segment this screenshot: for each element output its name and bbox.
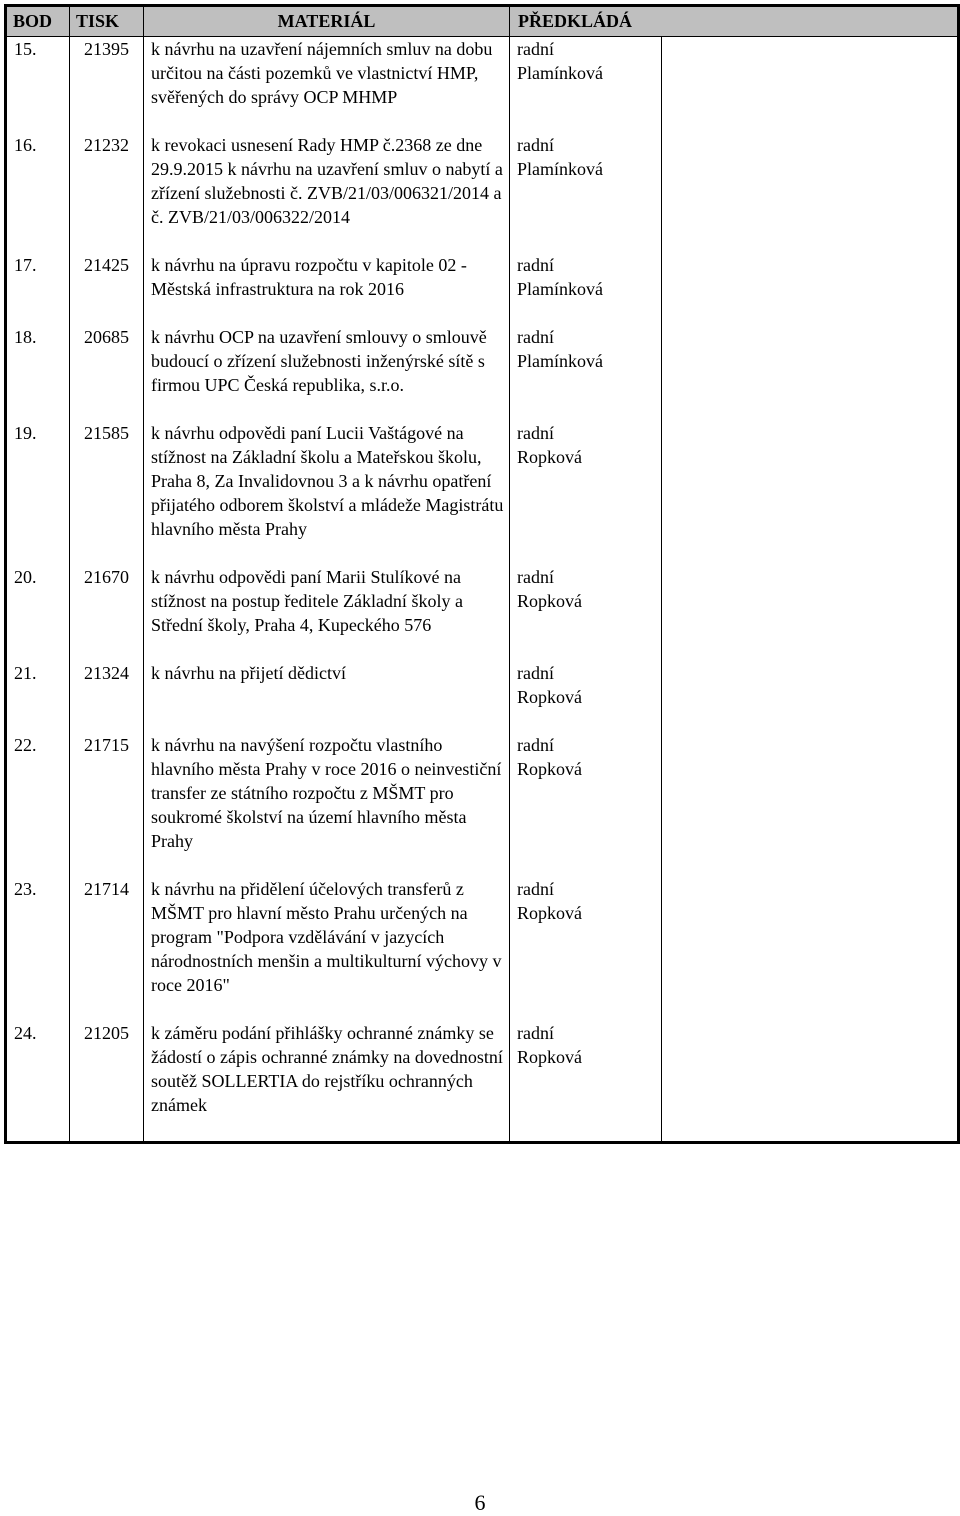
presenter-name: Ropková: [517, 687, 582, 707]
header-row: [6, 6, 959, 37]
presenter-name: Ropková: [517, 591, 582, 611]
cell-tisk: 21205: [70, 1021, 144, 1143]
agenda-table: [4, 4, 960, 1144]
cell-blank: [662, 253, 959, 325]
presenter-role: radní: [517, 879, 554, 899]
cell-bod: 21.: [6, 661, 70, 733]
presenter-role: radní: [517, 39, 554, 59]
table-row: [6, 877, 959, 1021]
header-bod: BOD: [6, 6, 70, 37]
header-tisk: TISK: [70, 6, 144, 37]
cell-blank: [662, 1021, 959, 1143]
cell-bod: 24.: [6, 1021, 70, 1143]
table-row: [6, 133, 959, 253]
cell-material: k revokaci usnesení Rady HMP č.2368 ze dne 29.9.2015 k návrhu na uzavření smluv o nabytí a zřízení služebnosti č. ZVB/21/03/006321/2014 a č. ZVB/21/03/006322/2014: [144, 133, 510, 253]
header-material: MATERIÁL: [144, 6, 510, 37]
cell-blank: [662, 421, 959, 565]
cell-bod: 16.: [6, 133, 70, 253]
cell-predklada: [510, 733, 662, 877]
cell-bod: 22.: [6, 733, 70, 877]
header-predklada: PŘEDKLÁDÁ: [510, 6, 959, 37]
cell-blank: [662, 877, 959, 1021]
cell-bod: 18.: [6, 325, 70, 421]
cell-predklada: [510, 421, 662, 565]
presenter-role: radní: [517, 735, 554, 755]
presenter-role: radní: [517, 663, 554, 683]
cell-tisk: 21585: [70, 421, 144, 565]
cell-material: k návrhu na uzavření nájemních smluv na dobu určitou na části pozemků ve vlastnictví HMP, svěřených do správy OCP MHMP: [144, 37, 510, 134]
cell-tisk: 21714: [70, 877, 144, 1021]
cell-bod: 17.: [6, 253, 70, 325]
presenter-name: Ropková: [517, 1047, 582, 1067]
cell-predklada: [510, 325, 662, 421]
cell-material: k návrhu odpovědi paní Lucii Vaštágové na stížnost na Základní školu a Mateřskou školu, Praha 8, Za Invalidovnou 3 a k návrhu opatření přijatého odborem školství a mládeže Magistrátu hlavního města Prahy: [144, 421, 510, 565]
cell-tisk: 21395: [70, 37, 144, 134]
presenter-role: radní: [517, 423, 554, 443]
presenter-name: Plamínková: [517, 63, 603, 83]
table-row: [6, 565, 959, 661]
presenter-role: radní: [517, 135, 554, 155]
cell-predklada: [510, 37, 662, 134]
presenter-role: radní: [517, 567, 554, 587]
cell-blank: [662, 37, 959, 134]
cell-predklada: [510, 253, 662, 325]
cell-tisk: 21715: [70, 733, 144, 877]
cell-predklada: [510, 565, 662, 661]
cell-material: k záměru podání přihlášky ochranné známky se žádostí o zápis ochranné známky na dovednostní soutěž SOLLERTIA do rejstříku ochranných známek: [144, 1021, 510, 1143]
agenda-body: [6, 37, 959, 1143]
cell-predklada: [510, 133, 662, 253]
cell-predklada: [510, 877, 662, 1021]
cell-bod: 20.: [6, 565, 70, 661]
cell-tisk: 20685: [70, 325, 144, 421]
cell-material: k návrhu na přidělení účelových transferů z MŠMT pro hlavní město Prahu určených na program "Podpora vzdělávání v jazycích národnostních menšin a multikulturní výchovy v roce 2016": [144, 877, 510, 1021]
table-row: [6, 325, 959, 421]
cell-material: k návrhu na přijetí dědictví: [144, 661, 510, 733]
cell-bod: 15.: [6, 37, 70, 134]
cell-material: k návrhu OCP na uzavření smlouvy o smlouvě budoucí o zřízení služebnosti inženýrské sítě s firmou UPC Česká republika, s.r.o.: [144, 325, 510, 421]
table-row: [6, 733, 959, 877]
table-row: [6, 661, 959, 733]
table-row: [6, 37, 959, 134]
presenter-role: radní: [517, 327, 554, 347]
presenter-name: Plamínková: [517, 351, 603, 371]
table-row: [6, 1021, 959, 1143]
cell-tisk: 21324: [70, 661, 144, 733]
presenter-role: radní: [517, 1023, 554, 1043]
cell-blank: [662, 661, 959, 733]
cell-material: k návrhu odpovědi paní Marii Stulíkové na stížnost na postup ředitele Základní školy a Střední školy, Praha 4, Kupeckého 576: [144, 565, 510, 661]
cell-tisk: 21232: [70, 133, 144, 253]
cell-tisk: 21425: [70, 253, 144, 325]
cell-bod: 19.: [6, 421, 70, 565]
cell-tisk: 21670: [70, 565, 144, 661]
presenter-role: radní: [517, 255, 554, 275]
cell-predklada: [510, 1021, 662, 1143]
presenter-name: Plamínková: [517, 279, 603, 299]
cell-blank: [662, 565, 959, 661]
cell-material: k návrhu na navýšení rozpočtu vlastního hlavního města Prahy v roce 2016 o neinvestiční transfer ze státního rozpočtu z MŠMT pro soukromé školství na území hlavního města Prahy: [144, 733, 510, 877]
cell-predklada: [510, 661, 662, 733]
table-row: [6, 253, 959, 325]
cell-blank: [662, 733, 959, 877]
table-row: [6, 421, 959, 565]
presenter-name: Ropková: [517, 903, 582, 923]
presenter-name: Ropková: [517, 447, 582, 467]
cell-bod: 23.: [6, 877, 70, 1021]
cell-material: k návrhu na úpravu rozpočtu v kapitole 02 - Městská infrastruktura na rok 2016: [144, 253, 510, 325]
presenter-name: Ropková: [517, 759, 582, 779]
presenter-name: Plamínková: [517, 159, 603, 179]
cell-blank: [662, 133, 959, 253]
page-number: 6: [474, 1490, 486, 1515]
cell-blank: [662, 325, 959, 421]
